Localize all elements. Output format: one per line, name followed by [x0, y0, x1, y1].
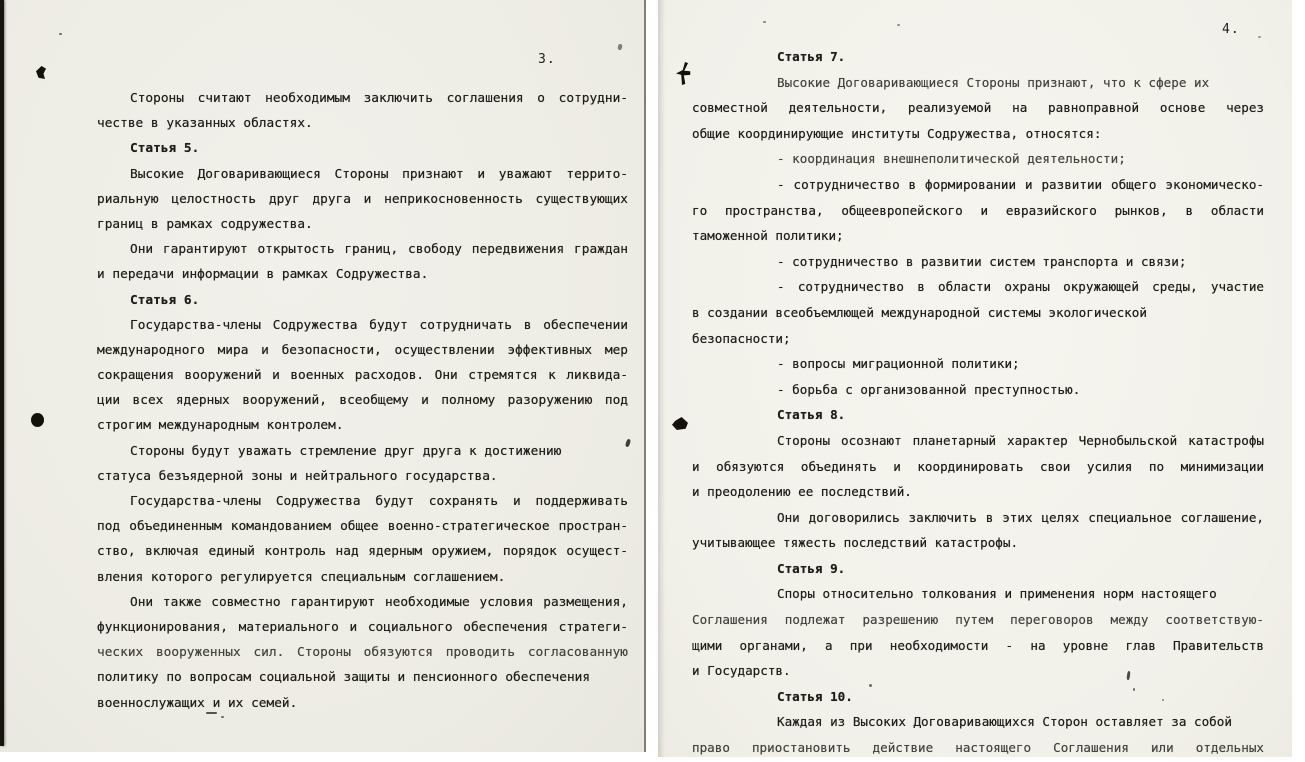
text-line: - координация внешнеполитической деятельности;: [777, 151, 1126, 167]
text-line: и обязуются объединять и координировать свои усилия по минимизации: [692, 458, 1264, 474]
text-line: го пространства, общеевропейского и евразийского рынков, в области: [692, 202, 1264, 218]
text-line: Статья 9.: [777, 560, 846, 576]
text-line: Они договорились заключить в этих целях специальное соглашение,: [777, 509, 1264, 525]
text-line: Высокие Договаривающиеся Стороны признают, что к сфере их: [777, 74, 1210, 90]
text-line: щими органами, а при необходимости - на уровне глав Правительств: [692, 637, 1264, 653]
text-line: Статья 6.: [130, 292, 200, 308]
text-line: Высокие Договаривающиеся Стороны признают и уважают террито-: [130, 166, 628, 182]
text-line: Государства-члены Содружества будут сохранять и поддерживать: [130, 494, 628, 509]
text-line: Стороны осознают планетарный характер Чернобыльской катастрофы: [777, 432, 1264, 448]
text-line: Статья 10.: [777, 688, 853, 704]
text-line: Каждая из Высоких Договаривающихся Сторон оставляет за собой: [777, 714, 1232, 730]
text-line: Стороны считают необходимым заключить соглашения о сотрудни-: [130, 91, 628, 106]
text-line: и передачи информации в рамках Содружества.: [97, 267, 429, 283]
page-3: [0, 0, 646, 752]
text-line: вления которого регулируется специальным соглашением.: [97, 569, 506, 585]
text-line: учитывающее тяжесть последствий катастрофы.: [692, 535, 1019, 551]
text-line: ции всех ядерных вооружений, всеобщему и полному разоружению под: [97, 393, 628, 409]
page-number-4: 4.: [1222, 22, 1240, 37]
text-line: - сотрудничество в формировании и развитии общего экономическо-: [777, 176, 1264, 192]
text-line: таможенной политики;: [692, 228, 844, 244]
text-line: Они также совместно гарантируют необходимые условия размещения,: [130, 594, 628, 610]
page-4-text: [692, 44, 1264, 757]
page-3-text: [97, 86, 628, 716]
text-line: Статья 8.: [777, 407, 846, 423]
text-line: общие координирующие институты Содружества, относятся:: [692, 125, 1102, 141]
text-line: право приостановить действие настоящего Соглашения или отдельных: [692, 740, 1264, 756]
text-line: и преодолению ее последствий.: [692, 484, 912, 500]
text-line: Они гарантируют открытость границ, свободу передвижения граждан: [130, 242, 628, 258]
text-line: - сотрудничество в области охраны окружающей среды, участие: [777, 279, 1264, 295]
page-3-right-edge: [644, 0, 646, 752]
text-line: Споры относительно толкования и применения норм настоящего: [777, 586, 1217, 602]
text-line: - борьба с организованной преступностью.: [777, 381, 1081, 397]
text-line: Статья 5.: [130, 141, 200, 157]
text-line: функционирования, материального и социального обеспечения стратеги-: [97, 619, 628, 635]
text-line: Статья 7.: [777, 49, 846, 64]
text-line: международного мира и безопасности, осуществлении эффективных мер: [97, 342, 628, 358]
text-line: сокращения вооружений и военных расходов. Они стремятся к ликвида-: [97, 368, 628, 384]
text-line: Соглашения подлежат разрешению путем переговоров между соответствую-: [692, 612, 1264, 628]
text-line: риальную целостность друг друга и неприкосновенность существующих: [97, 191, 628, 207]
text-line: безопасности;: [692, 330, 791, 346]
scan-edge-shadow: [0, 0, 4, 746]
text-line: и Государств.: [692, 663, 791, 679]
text-line: - вопросы миграционной политики;: [777, 356, 1020, 372]
text-line: строгим международным контролем.: [97, 418, 344, 434]
text-line: совместной деятельности, реализуемой на равноправной основе через: [692, 100, 1264, 116]
text-line: Стороны будут уважать стремление друг друга к достижению: [130, 443, 562, 459]
text-line: границ в рамках содружества.: [97, 216, 313, 232]
text-line: военнослужащих и их семей.: [97, 695, 298, 711]
text-line: ческих вооруженных сил. Стороны обязуются проводить согласованную: [97, 645, 628, 661]
text-line: честве в указанных областях.: [97, 116, 313, 132]
text-line: статуса безъядерной зоны и нейтрального государства.: [97, 468, 498, 484]
text-line: Государства-члены Содружества будут сотрудничать в обеспечении: [130, 317, 628, 333]
text-line: политику по вопросам социальной защиты и пенсионного обеспечения: [97, 670, 591, 686]
text-line: ство, включая единый контроль над ядерным оружием, порядок осущест-: [97, 544, 628, 560]
text-line: в создании всеобъемлющей международной системы экологической: [692, 304, 1147, 320]
page-4: [658, 0, 1292, 757]
text-line: под объединенным командованием общее военно-стратегическое простран-: [97, 519, 628, 535]
text-line: - сотрудничество в развитии систем транспорта и связи;: [777, 253, 1187, 269]
page-number-3: 3.: [538, 52, 556, 67]
page-4-left-edge: [658, 0, 665, 757]
